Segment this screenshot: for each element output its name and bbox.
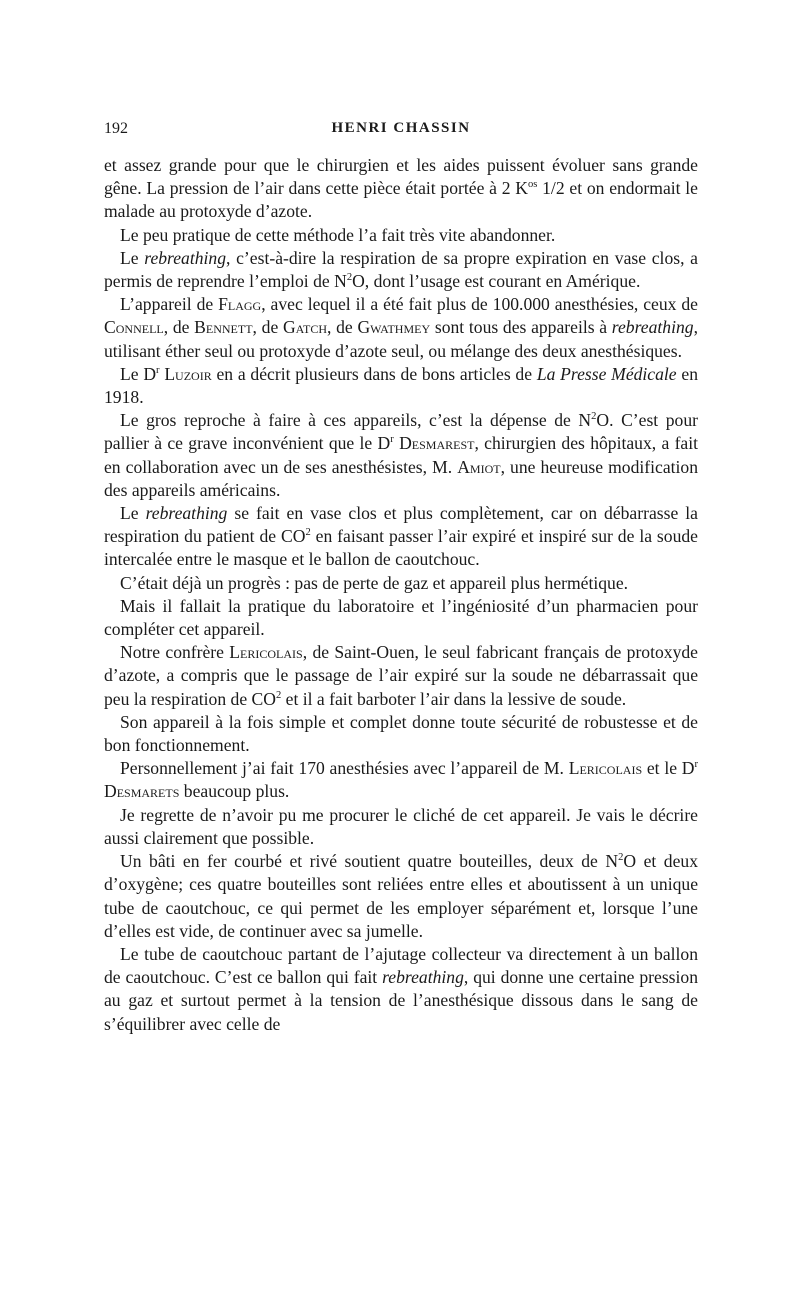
text-run: Le D <box>120 363 157 384</box>
text-run: Le <box>120 247 145 268</box>
text-run: , de <box>252 317 283 338</box>
text-run: 1/2 et on endormait le malade au protoxyde d’azote. <box>104 178 698 222</box>
paragraph <box>104 572 698 595</box>
text-run: , de <box>327 317 358 338</box>
text-run: et il a fait barboter l’air dans la lessive de soude. <box>281 688 627 709</box>
text-run: , une heureuse modification des appareils américains. <box>104 456 698 500</box>
text-run: Le gros reproche à faire à ces appareils, c’est la dépense de N <box>120 410 592 431</box>
italic-text: rebreathing <box>144 247 227 268</box>
text-run: en 1918. <box>104 363 698 408</box>
text-run: Je regrette de n’avoir pu me procurer le cliché de cet appareil. Je vais le décrire aussi clairement que possible. <box>104 804 698 848</box>
paragraph <box>104 850 698 943</box>
superscript: 2 <box>346 272 353 284</box>
italic-text: rebreathing <box>382 967 464 988</box>
text-run: , avec lequel il a été fait plus de 100.000 anesthésies, ceux de <box>261 294 698 315</box>
text-run: O, dont l’usage est courant en Amérique. <box>352 271 641 292</box>
text-run: Personnellement j’ai fait 170 anesthésies avec l’appareil de M. <box>120 758 569 779</box>
text-run: sont tous des appareils à <box>430 317 612 338</box>
text-run: L’appareil de <box>120 294 219 315</box>
author-name: Gatch <box>282 317 328 338</box>
author-name: Desmarets <box>104 781 180 802</box>
text-run: O et deux d’oxygène; ces quatre bouteilles sont reliées entre elles et aboutissent à un unique tube de caoutchouc, ce qui permet de les employer séparément et, lorsque l’une d’elles est vide, de continuer avec sa jumelle. <box>104 851 699 941</box>
italic-text: rebreathing <box>611 317 694 338</box>
text-run: O. C’est pour pallier à ce grave inconvénient que le D <box>104 410 699 454</box>
paragraph <box>104 757 698 803</box>
paragraph <box>104 502 698 572</box>
text-run: Notre confrère <box>120 642 230 663</box>
superscript: 2 <box>305 527 311 539</box>
text-run: et assez grande pour que le chirurgien et les aides puissent évoluer sans grande gêne. La pression de l’air dans cette pièce était portée à 2 K <box>104 155 698 199</box>
page-header <box>104 120 698 144</box>
text-run: , de Saint-Ouen, le seul fabricant français de protoxyde d’azote, a compris que le passage de l’air expiré sur la soude ne débarrassait que peu la respiration de CO <box>104 642 698 709</box>
text-run: Le peu pratique de cette méthode l’a fait très vite abandonner. <box>120 224 556 245</box>
text-run: C’était déjà un progrès : pas de perte de gaz et appareil plus hermétique. <box>120 572 629 593</box>
text-run: se fait en vase clos et plus complètement, car on débarrasse la respiration du patient de CO <box>104 503 698 547</box>
superscript: r <box>390 434 394 446</box>
text-run: Son appareil à la fois simple et complet donne toute sécurité de robustesse et de bon fonctionnement. <box>104 711 698 756</box>
text-run: Le tube de caoutchouc partant de l’ajutage collecteur va directement à un ballon de caoutchouc. C’est ce ballon qui fait <box>104 943 698 988</box>
paragraph <box>104 363 698 409</box>
paragraph <box>104 224 698 247</box>
author-name: Lericolais <box>568 758 643 779</box>
paragraph <box>104 641 698 711</box>
text-run: en a décrit plusieurs dans de bons articles de <box>211 363 537 384</box>
author-name: Flagg <box>218 294 262 315</box>
paragraph <box>104 804 698 850</box>
text-run: , qui donne une certaine pression au gaz et surtout permet à la tension de l’anesthésique dissous dans le sang de s’équilibrer avec celle de <box>104 967 698 1034</box>
text-run: , c’est-à-dire la respiration de sa propre expiration en vase clos, a permis de reprendre l’emploi de N <box>104 247 698 292</box>
paragraph <box>104 711 698 757</box>
text-run: , chirurgien des hôpitaux, a fait en collaboration avec un de ses anesthésistes, M. <box>104 433 699 477</box>
text-run: Un bâti en fer courbé et rivé soutient quatre bouteilles, deux de N <box>120 851 619 872</box>
text-run: , utilisant éther seul ou protoxyde d’azote seul, ou mélange des deux anesthésiques. <box>104 317 698 361</box>
text-run: en faisant passer l’air expiré et inspiré sur de la soude intercalée entre le masque et le ballon de caoutchouc. <box>104 526 698 570</box>
author-name: Lericolais <box>229 642 303 663</box>
running-title: HENRI CHASSIN <box>331 120 471 136</box>
italic-text: La Presse Médicale <box>536 363 677 384</box>
paragraph <box>104 293 698 363</box>
text-run: beaucoup plus. <box>179 781 290 802</box>
paragraph <box>104 409 698 502</box>
paragraph <box>104 154 698 224</box>
paragraph <box>104 943 698 1036</box>
author-name: Desmarest <box>399 433 475 454</box>
author-name: Amiot <box>457 456 501 477</box>
author-name: Luzoir <box>164 363 212 384</box>
paragraph <box>104 595 698 641</box>
author-name: Connell <box>104 317 164 338</box>
superscript: 2 <box>618 852 624 864</box>
superscript: r <box>694 759 698 771</box>
text-run: , de <box>163 317 195 338</box>
body-text <box>104 154 698 1036</box>
text-run: Mais il fallait la pratique du laboratoire et l’ingéniosité d’un pharmacien pour compléter cet appareil. <box>104 595 698 640</box>
superscript: os <box>527 179 538 191</box>
text-run: Le <box>120 503 146 524</box>
superscript: 2 <box>275 689 282 701</box>
text-run: et le D <box>642 758 695 779</box>
page-number: 192 <box>104 120 128 137</box>
author-name: Bennett <box>194 317 253 338</box>
italic-text: rebreathing <box>145 503 228 524</box>
superscript: 2 <box>591 411 597 423</box>
paragraph <box>104 247 698 293</box>
author-name: Gwathmey <box>357 317 431 338</box>
superscript: r <box>156 364 160 376</box>
